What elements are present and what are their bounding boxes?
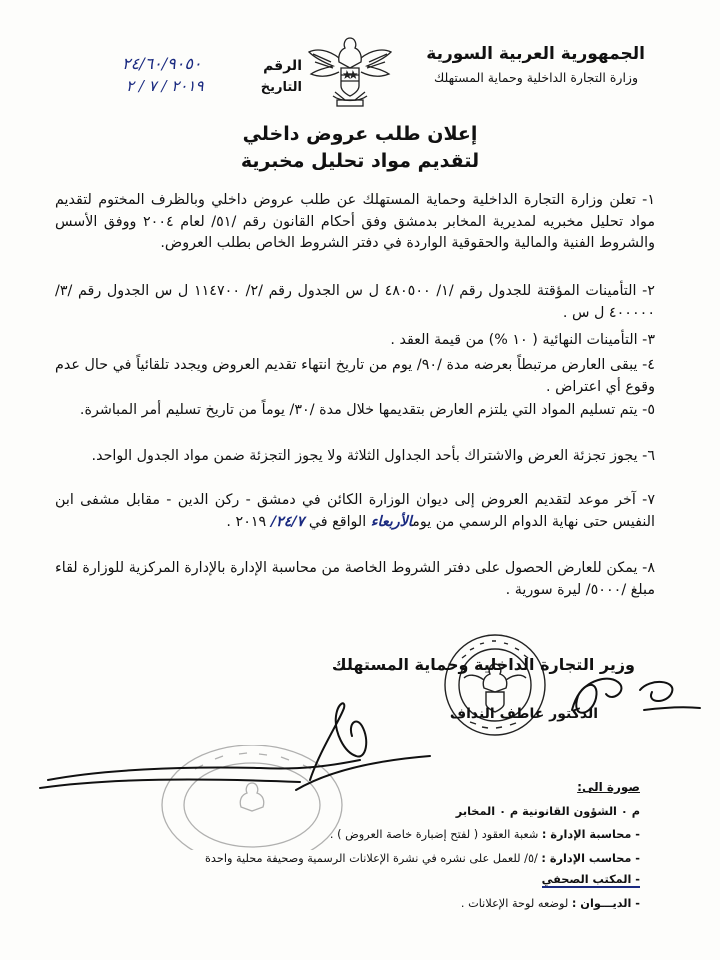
clause-number: ٤- — [642, 357, 655, 373]
clause-3 — [55, 330, 655, 352]
recipient-name: - محاسب الإدارة : — [541, 852, 640, 865]
ministry-name: وزارة التجارة الداخلية وحماية المستهلك — [433, 70, 638, 85]
clause-number: ٥- — [642, 402, 655, 418]
copy-recipient — [456, 805, 640, 818]
recipient-note: /٥/ للعمل على نشره في نشرة الإعلانات الرسمية وصحيفة محلية واحدة — [204, 852, 542, 865]
clause-5 — [55, 400, 655, 422]
clause-text: تعلن وزارة التجارة الداخلية وحماية المستهلك عن طلب عروض داخلي وبالظرف المختوم لتقديم مواد تحليل مخبريه لمديرية المخابر بدمشق وفق أحكام القانون رقم /٥١/ لعام ٢٠٠٤ ووفق الأسس والشروط الفنية والمالية والحقوقية الواردة في دفتر الشروط الخاص بطلب العروض. — [55, 192, 655, 251]
clause-6 — [55, 446, 655, 468]
clause-text: التأمينات النهائية ( ١٠ %) من قيمة العقد . — [390, 332, 643, 348]
faded-ministry-stamp — [155, 745, 350, 850]
clause-1 — [55, 190, 655, 255]
clause-8 — [55, 558, 655, 601]
recipient-name: - محاسبة الإدارة : — [541, 828, 640, 841]
copy-recipient — [205, 852, 640, 865]
clause-number: ٨- — [642, 560, 655, 576]
reference-label: الرقم — [263, 58, 302, 74]
announcement-subtitle: لتقديم مواد تحليل مخبرية — [240, 150, 480, 172]
recipient-name: - المكتب الصحفي — [541, 873, 640, 886]
clause-text: يبقى العارض مرتبطاً بعرضه مدة /٩٠/ يوم من تاريخ انتهاء تقديم العروض ويجدد تلقائياً في حال عدم وقوع أي اعتراض . — [55, 357, 655, 395]
copies-heading: صورة الى: — [577, 780, 640, 794]
clause-number: ٣- — [642, 332, 655, 348]
round-ministry-stamp — [440, 630, 550, 740]
recipient-name: م ٠ الشؤون القانونية م ٠ المخابر — [455, 805, 640, 818]
handwritten-day: الأربعاء — [370, 513, 413, 530]
copy-recipient — [542, 873, 640, 886]
country-name: الجمهورية العربية السورية — [426, 44, 645, 64]
date-value: ٢٠١٩ / ٧ / ٢ — [126, 77, 204, 95]
announcement-title: إعلان طلب عروض داخلي — [242, 123, 478, 145]
copy-recipient — [330, 828, 640, 841]
clause-text: التأمينات المؤقتة للجدول رقم /١/ ٤٨٠٥٠٠ ل س الجدول رقم /٢/ ١١٤٧٠٠ ل س الجدول رقم /٣/ ٤٠٠٠٠٠ ل س . — [55, 283, 655, 321]
clause-number: ٧- — [642, 492, 655, 508]
copy-recipient — [461, 897, 640, 910]
clause-number: ٢- — [642, 283, 655, 299]
handwritten-signatures — [0, 620, 720, 800]
recipient-note: شعبة العقود ( لفتح إضبارة خاصة العروض ) . — [329, 828, 542, 841]
date-label: التاريخ — [260, 80, 302, 95]
handwritten-date: ٢٤/٧/ — [270, 513, 305, 530]
clause-text: يجوز تجزئة العرض والاشتراك بأحد الجداول الثلاثة ولا يجوز التجزئة ضمن مواد الجدول الواحد. — [91, 448, 643, 464]
clause-4 — [55, 355, 655, 398]
minister-name: الدكتور عاطف النداف — [449, 706, 598, 722]
clause-text: آخر موعد لتقديم العروض إلى ديوان الوزارة الكائن في دمشق - ركن الدين - مقابل مشفى ابن النفيس حتى نهاية الدوام الرسمي من يوم — [55, 492, 655, 530]
clause-text: ٢٠١٩ . — [226, 513, 271, 530]
clause-7 — [55, 490, 655, 533]
clause-number: ١- — [642, 192, 655, 208]
reference-number: ٢٤/٦٠/٩٠٥٠ — [122, 54, 202, 73]
recipient-name: - الديـــوان : — [571, 897, 640, 910]
date-row — [110, 77, 310, 102]
minister-title: وزير التجارة الداخلية وحماية المستهلك — [331, 655, 635, 674]
recipient-note: لوضعه لوحة الإعلانات . — [460, 897, 572, 910]
clause-text: يمكن للعارض الحصول على دفتر الشروط الخاصة من محاسبة الإدارة بالإدارة المركزية للوزارة لقاء مبلغ /٥٠٠٠/ ليرة سورية . — [55, 560, 655, 598]
syrian-eagle-emblem — [305, 28, 395, 110]
clause-text: الواقع في — [304, 513, 371, 530]
clause-number: ٦- — [642, 448, 655, 464]
clause-2 — [55, 281, 655, 324]
reference-number-row — [110, 56, 310, 78]
clause-text: يتم تسليم المواد التي يلتزم العارض بتقديمها خلال مدة /٣٠/ يوماً من تاريخ تسليم أمر المباشرة. — [79, 402, 643, 418]
